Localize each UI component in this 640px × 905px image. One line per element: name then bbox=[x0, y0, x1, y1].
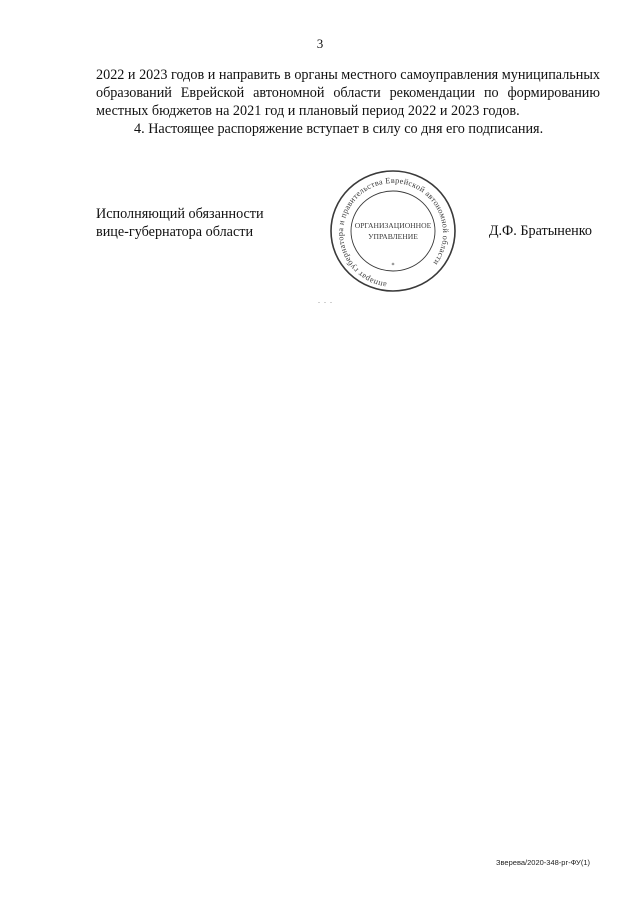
paragraph-item-4: 4. Настоящее распоряжение вступает в силу со дня его подписания. bbox=[134, 121, 544, 137]
signatory-name: Д.Ф. Братыненко bbox=[488, 223, 592, 239]
stamp-outer-ring bbox=[331, 171, 455, 291]
stamp-center-line-1: ОРГАНИЗАЦИОННОЕ bbox=[354, 221, 432, 230]
document-body bbox=[96, 66, 600, 138]
paragraph-continuation: 2022 и 2023 годов и направить в органы местного самоуправления муниципальных образований Еврейской автономной области рекомендации по формированию местных бюджетов на 2021 год и плановый период 2022 и 2023 годов. bbox=[96, 67, 600, 119]
document-reference: Зверева/2020-348-рг-ФУ(1) bbox=[496, 858, 590, 867]
stamp-center-line-2: УПРАВЛЕНИЕ bbox=[368, 232, 418, 241]
stamp-star-mark: * bbox=[391, 262, 395, 269]
signatory-title-line-2: вице-губернатора области bbox=[96, 224, 254, 240]
stamp-inner-ring bbox=[351, 191, 435, 271]
signatory-title bbox=[96, 205, 264, 241]
official-stamp bbox=[328, 168, 458, 294]
stamp-residue-dots: . . . bbox=[318, 296, 333, 305]
signatory-title-line-1: Исполняющий обязанности bbox=[96, 206, 264, 222]
page-number: 3 bbox=[316, 36, 324, 51]
stamp-ring-text: аппарат губернатора и правительства Еврейской автономной области bbox=[335, 175, 451, 290]
